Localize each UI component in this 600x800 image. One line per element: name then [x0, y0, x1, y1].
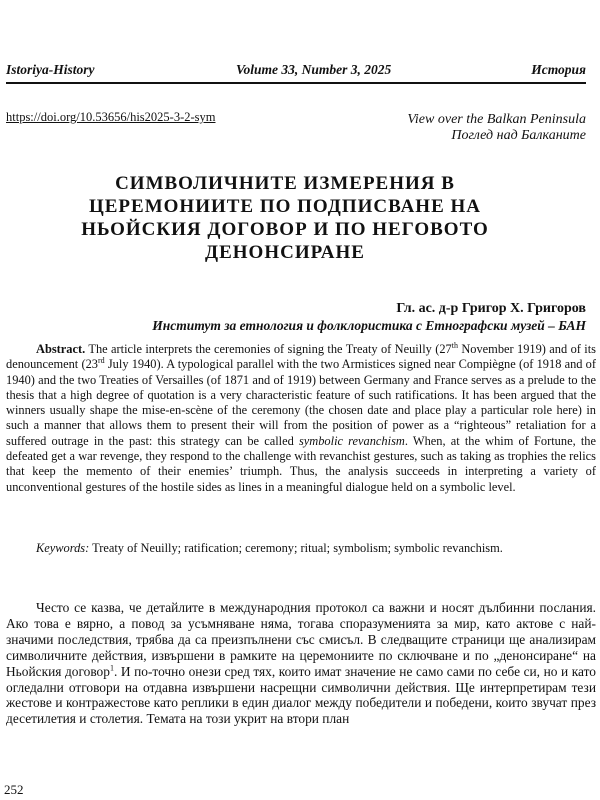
abstract — [6, 342, 596, 495]
abstract-label: Abstract. — [36, 342, 86, 356]
page-number: 252 — [4, 782, 24, 797]
keywords-label: Keywords: — [36, 541, 90, 555]
header-rule — [6, 82, 586, 84]
abstract-text-2: November 1919) and of its denouncement (23 — [6, 342, 596, 372]
body-text — [6, 600, 596, 727]
keywords — [6, 541, 596, 556]
volume-info: Volume 33, Number 3, 2025 — [236, 62, 392, 77]
rubric-bg: Поглед над Балканите — [451, 128, 586, 143]
article-title: СИМВОЛИЧНИТЕ ИЗМЕРЕНИЯ В ЦЕРЕМОНИИТЕ ПО ПОДПИСВАНЕ НА НЬОЙСКИЯ ДОГОВОР И ПО НЕГОВОТО ДЕНОНСИРАНЕ — [81, 173, 489, 263]
abstract-text-4: . When, at the whim of Fortune, the defeated get a war revenge, they respond to the challenge with revanchist gestures, such as taking as trophies the relics that keep the memento of their enemies’ triumph. Thus, the analysis succeeds in interpreting a variety of unconventional gestures of the hostile sides as lines in a meaningful dialogue held on a symbolic level. — [6, 433, 596, 494]
body-text-1: Често се казва, че детайлите в международния протокол са важни и носят дълбинни послания. Ако това е вярно, а повод за усъмняване няма, тогава споразуменията за мир, като актове с най-значими последствия, трябва да са преизпълнени със смисъл. В следващите страници ще анализирам символичните действия, извършени в рамките на церемониите по сключване и по „денонсиране“ на Ньойския договор — [6, 600, 596, 679]
journal-name-bg: История — [531, 62, 586, 77]
section-rubric — [407, 112, 586, 144]
rubric-en: View over the Balkan Peninsula — [407, 112, 586, 127]
journal-name: Istoriya-History — [6, 62, 95, 77]
doi-link[interactable]: https://doi.org/10.53656/his2025-3-2-sym — [6, 110, 216, 124]
abstract-text-1: The article interprets the ceremonies of signing the Treaty of Neuilly (27 — [88, 342, 452, 356]
abstract-sup-1: th — [451, 340, 458, 350]
body-text-2: . И по-точно онези сред тях, които имат значение не само сами по себе си, но и като огледални отговори на отдавна извършени насрещни символични действия. Ще интерпретирам тези жестове и контражестове като реплики в един диалог между победители и победени, които звучат през десетилетия и столетия. Темата на този укрит на втори план — [6, 663, 596, 727]
keywords-text: Treaty of Neuilly; ratification; ceremony; ritual; symbolism; symbolic revanchism. — [89, 541, 503, 555]
running-header — [6, 62, 586, 80]
abstract-sup-2: rd — [97, 356, 105, 366]
author-affiliation: Институт за етнология и фолклористика с Етнографски музей – БАН — [152, 318, 586, 333]
abstract-text-3: July 1940). A typological parallel with the two Armistices signed near Compiègne (of 1918 and of 1940) and the two Treaties of Versailles (of 1871 and of 1919) between Germany and France serves as a prelude to the thesis that a high degree of quotation is a very characteristic feature of such ratifications. It has been argued that the winners usually shape the mise-en-scène of the ceremony (the chosen date and place play a particular role here) in such a manner that allows them to present their will from the position of power as a “righteous” retaliation for a suffered outrage in the past: this strategy can be called — [6, 357, 597, 448]
abstract-italic-term: symbolic revanchism — [298, 433, 405, 448]
author-name: Гл. ас. д-р Григор Х. Григоров — [396, 301, 586, 316]
footnote-marker[interactable]: 1 — [109, 663, 114, 673]
